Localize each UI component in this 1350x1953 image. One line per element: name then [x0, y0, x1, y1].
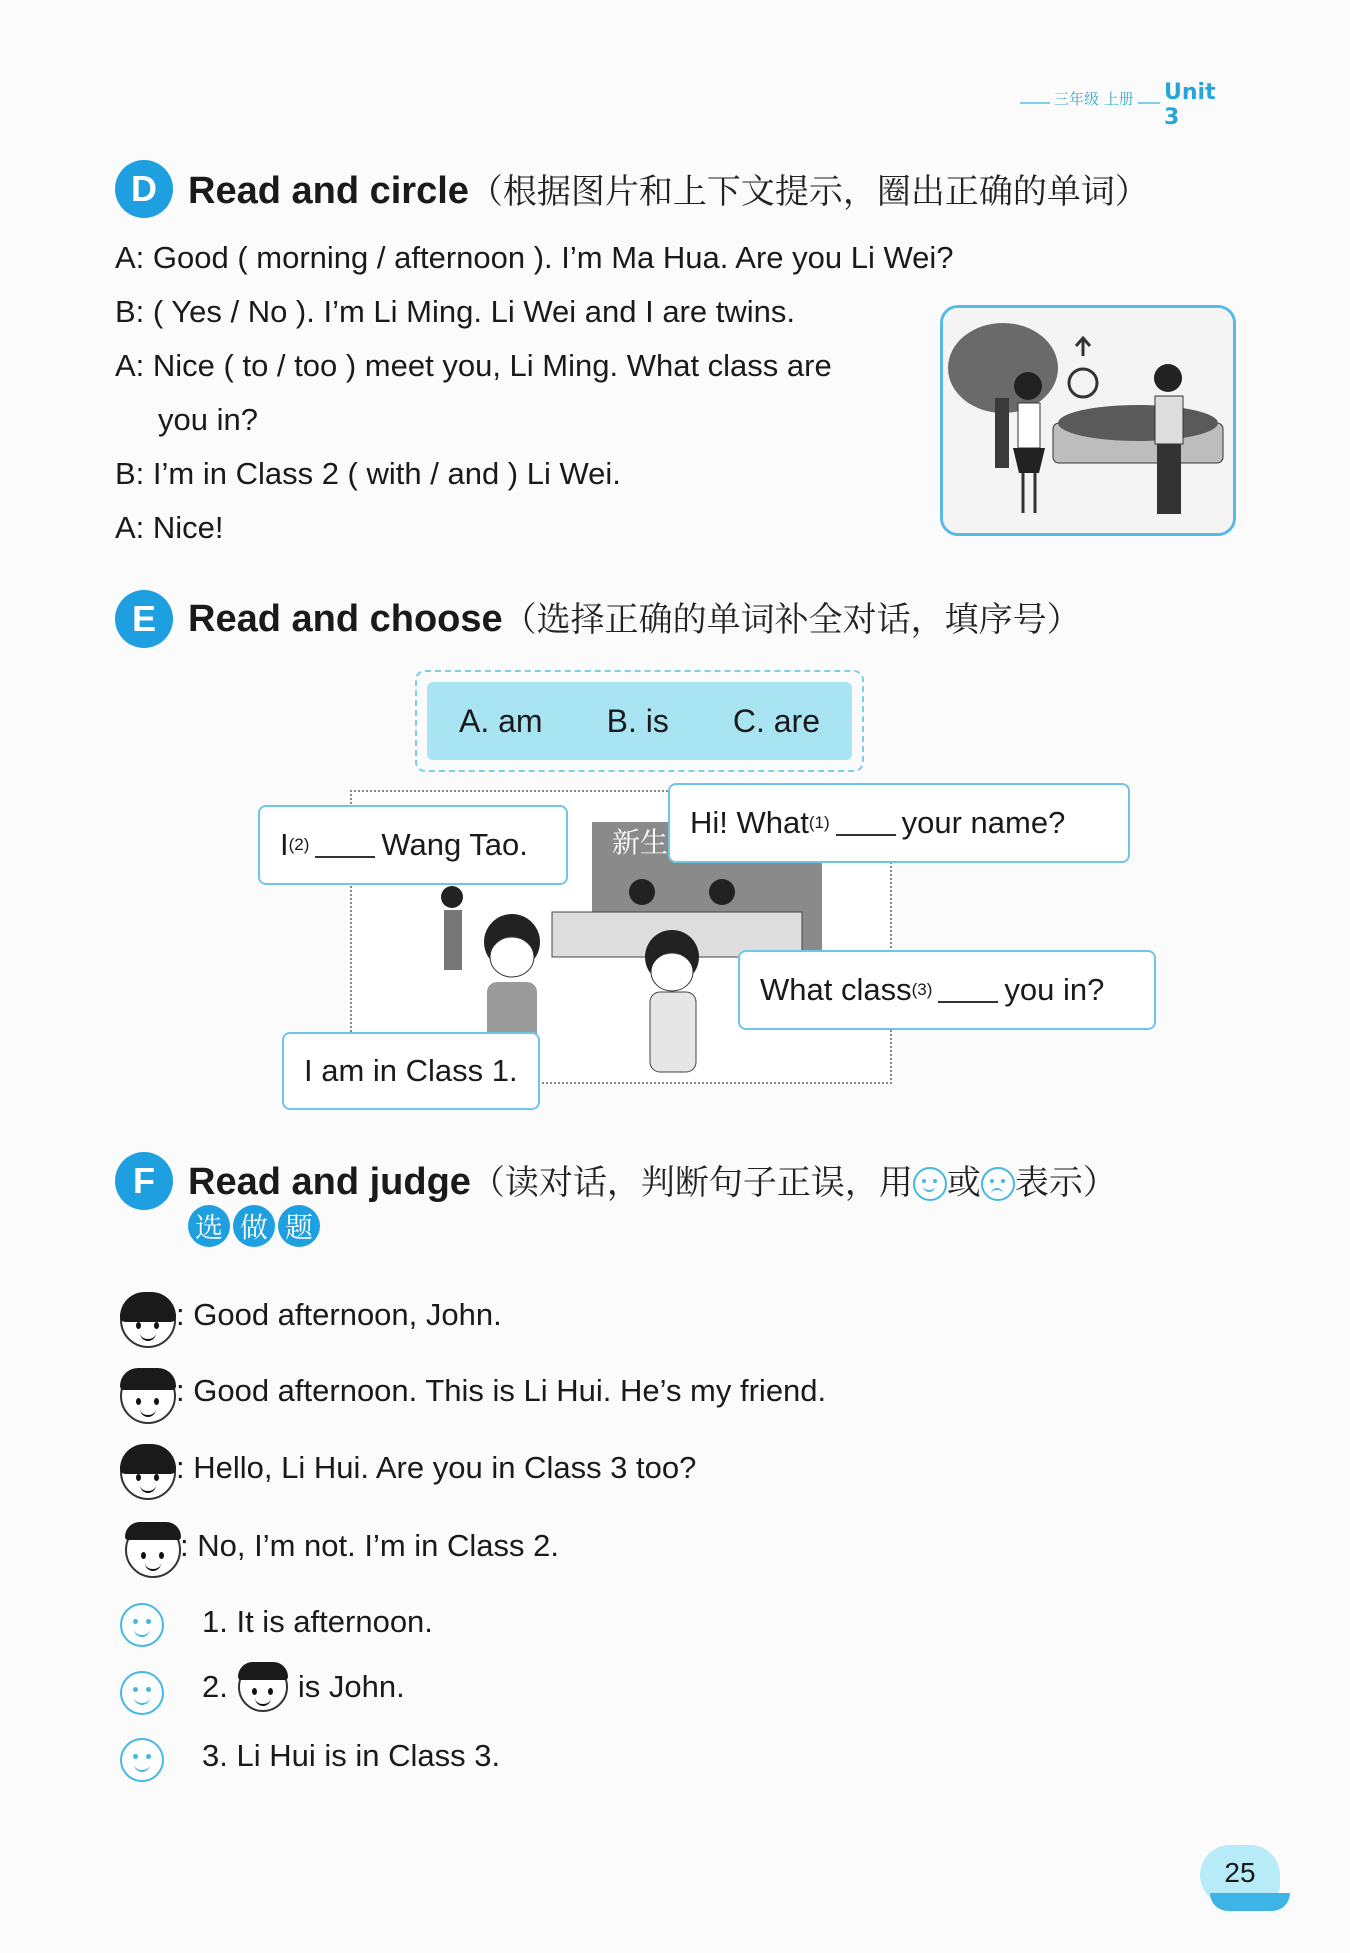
boy-avatar-icon [238, 1662, 288, 1712]
judge-dialogue-3: : Hello, Li Hui. Are you in Class 3 too? [176, 1450, 697, 1485]
judge-statement-3: 3. Li Hui is in Class 3. [202, 1738, 501, 1773]
girl-avatar-icon [120, 1444, 176, 1500]
section-d-title [188, 164, 1149, 213]
judge-statement-1: 1. It is afternoon. [202, 1604, 433, 1639]
option-b: B. is [606, 702, 669, 739]
section-f-badge: F [115, 1152, 173, 1210]
dialogue-line-2: B: ( Yes / No ). I’m Li Ming. Li Wei and I are twins. [115, 294, 795, 329]
option-a: A. am [459, 702, 543, 739]
page-header [1020, 80, 1240, 130]
bubble-3-post: you in? [1004, 972, 1105, 1007]
optional-tag-char-3: 题 [278, 1205, 320, 1247]
girl-avatar-icon [120, 1292, 176, 1348]
speech-bubble-1 [668, 783, 1130, 863]
boy-avatar-icon [125, 1522, 181, 1578]
dialogue-line-1: A: Good ( morning / afternoon ). I’m Ma Hua. Are you Li Wei? [115, 240, 954, 275]
judge-statement-2 [202, 1662, 405, 1712]
section-d-title-text: Read and circle [188, 170, 469, 212]
bubble-4-text: I am in Class 1. [304, 1053, 518, 1088]
judge-statement-2-number: 2. [202, 1669, 228, 1704]
park-illustration [940, 305, 1236, 536]
optional-tag-char-1: 选 [188, 1205, 230, 1247]
section-f-title-text: Read and judge [188, 1161, 471, 1203]
sign-text: 新生 [612, 826, 669, 859]
dialogue-line-5: B: I’m in Class 2 ( with / and ) Li Wei. [115, 456, 621, 491]
bubble-1-post: your name? [901, 805, 1066, 840]
optional-tag [188, 1205, 323, 1247]
blank-1-number: (1) [808, 813, 830, 832]
bubble-2-pre: I [280, 827, 289, 862]
dialogue-line-6: A: Nice! [115, 510, 224, 545]
header-grade: 三年级 上册 [1050, 88, 1138, 109]
section-e-badge: E [115, 590, 173, 648]
judge-smiley-1-icon[interactable] [120, 1603, 164, 1647]
bubble-1-pre: Hi! What [690, 805, 809, 840]
section-f-title [188, 1155, 1117, 1204]
judge-smiley-3-icon[interactable] [120, 1738, 164, 1782]
blank-1[interactable] [836, 810, 896, 836]
speech-bubble-3 [738, 950, 1156, 1030]
judge-dialogue-1: : Good afternoon, John. [176, 1297, 502, 1332]
speech-bubble-4 [282, 1032, 540, 1110]
dialogue-line-4: you in? [158, 402, 258, 437]
optional-tag-char-2: 做 [233, 1205, 275, 1247]
judge-smiley-2-icon[interactable] [120, 1671, 164, 1715]
park-scene-drawing [943, 308, 1233, 533]
blank-3-number: (3) [911, 980, 933, 999]
smile-icon [913, 1167, 947, 1201]
dialogue-line-3: A: Nice ( to / too ) meet you, Li Ming. What class are [115, 348, 832, 383]
page-number: 25 [1224, 1857, 1256, 1888]
section-e-note: （选择正确的单词补全对话，填序号） [502, 600, 1081, 640]
page-number-badge [1200, 1845, 1280, 1915]
section-f-note-post: 表示） [1014, 1163, 1117, 1203]
option-c: C. are [732, 702, 820, 739]
section-d-note: （根据图片和上下文提示，圈出正确的单词） [468, 172, 1149, 212]
blank-2[interactable] [315, 832, 375, 858]
section-d-badge: D [115, 160, 173, 218]
bubble-2-post: Wang Tao. [381, 827, 528, 862]
judge-dialogue-4: : No, I’m not. I’m in Class 2. [180, 1528, 559, 1563]
section-e-title [188, 592, 1081, 641]
speech-bubble-2 [258, 805, 568, 885]
judge-statement-2-text: is John. [297, 1669, 405, 1704]
boy-avatar-icon [120, 1368, 176, 1424]
word-bank [415, 670, 864, 772]
blank-2-number: (2) [288, 835, 310, 854]
section-e-title-text: Read and choose [188, 598, 503, 640]
blank-3[interactable] [938, 977, 998, 1003]
header-unit: Unit 3 [1160, 80, 1240, 130]
bubble-3-pre: What class [760, 972, 912, 1007]
frown-icon [981, 1167, 1015, 1201]
word-bank-options [427, 682, 852, 760]
judge-dialogue-2: : Good afternoon. This is Li Hui. He’s my friend. [176, 1373, 827, 1408]
section-f-note-pre: （读对话，判断句子正误，用 [470, 1163, 913, 1203]
section-f-note-mid: 或 [946, 1163, 981, 1203]
